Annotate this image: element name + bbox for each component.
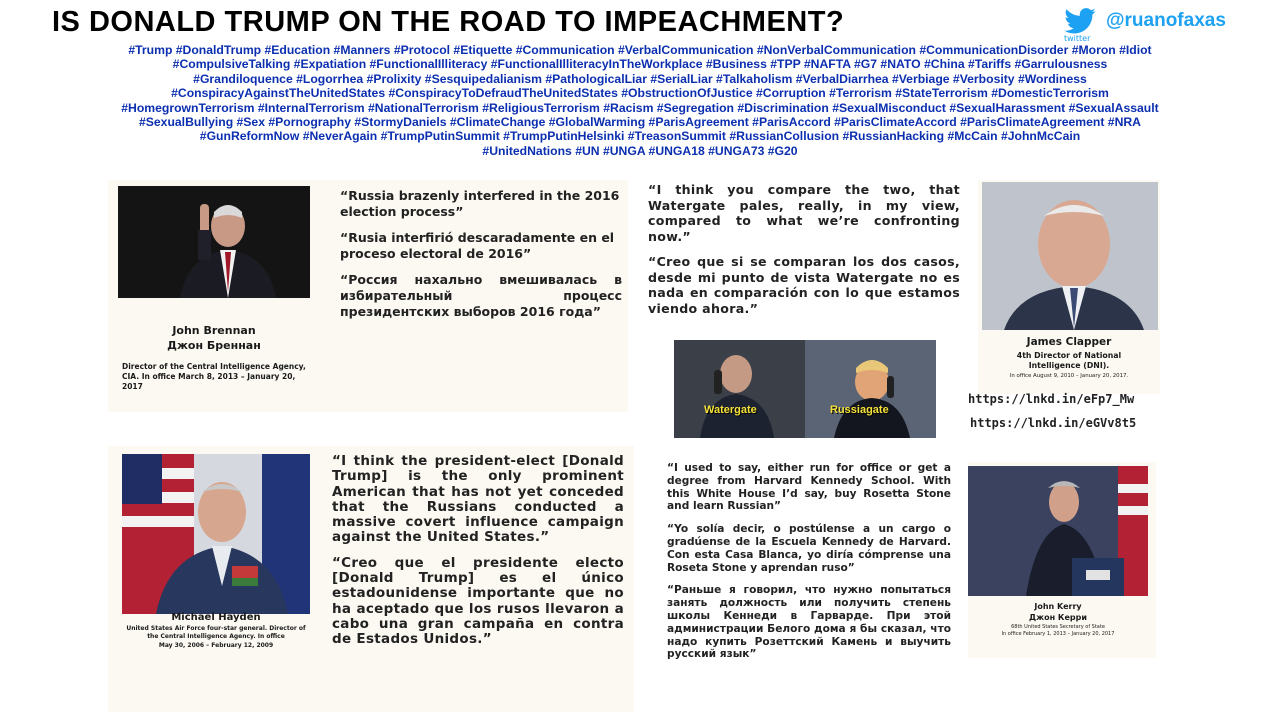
hayden-quote-es: “Creo que el presidente electo [Donald Trump] es el único estadounidense importante que no ha aceptado que los rusos llevaron a cabo una gran campaña en contra de Estados Unidos.” (332, 554, 624, 648)
hashtag-line: #HomegrownTerrorism #InternalTerrorism #NationalTerrorism #ReligiousTerrorism #Racism #Segregation #Discrimination #SexualMisconduct #SexualHarassment #SexualAssault (121, 100, 1159, 115)
clapper-photo (982, 182, 1158, 330)
clapper-panel (978, 180, 1160, 394)
link-lnkd-2[interactable]: https://lnkd.in/eGVv8t5 (970, 416, 1137, 430)
russiagate-label: Russiagate (830, 404, 889, 416)
hashtag-line: #Trump #DonaldTrump #Education #Manners #Protocol #Etiquette #Communication #VerbalCommunication #NonVerbalCommunication #CommunicationDisorder #Moron #Idiot (128, 43, 1152, 57)
link-lnkd-1[interactable]: https://lnkd.in/eFp7_Mw (968, 392, 1135, 406)
brennan-quote-ru: “Россия нахально вмешивалась в избирательный процесс президентских выборов 2016 года” (340, 272, 622, 319)
clapper-quote-es: “Creo que si se comparan los dos casos, desde mi punto de vista Watergate no es nada en comparación con lo que estamos viendo ahora.” (648, 254, 960, 316)
kerry-name-en: John Kerry (1034, 602, 1082, 611)
hashtag-line: #SexualBullying #Sex #Pornography #StormyDaniels #ClimateChange #GlobalWarming #ParisAgreement #ParisAccord #ParisClimateAccord #ParisClimateAgreement #NRA (139, 115, 1141, 130)
brennan-name-ru: Джон Бреннан (167, 339, 261, 352)
hashtag-line: #Grandiloquence #Logorrhea #Prolixity #Sesquipedalianism #PathologicalLiar #SerialLiar #Talkaholism #VerbalDiarrhea #Verbiage #Verbosity #Wordiness (193, 71, 1087, 86)
nixon-trump-phone-image (674, 340, 936, 438)
twitter-bird-icon (1064, 8, 1096, 34)
brennan-photo (118, 186, 310, 298)
hayden-quote-en: “I think the president-elect [Donald Trump] is the only prominent American that has not yet conceded that the Russians conducted a massive covert influence campaign against the United States.” (332, 453, 624, 546)
hashtag-line: #ConspiracyAgainstTheUnitedStates #ConspiracyToDefraudTheUnitedStates #ObstructionOfJustice #Corruption #Terrorism #StateTerrorism #DomesticTerrorism (171, 86, 1109, 101)
twitter-wordmark: twitter (1064, 34, 1091, 43)
hayden-dates: May 30, 2006 – February 12, 2009 (158, 642, 274, 649)
hayden-panel (108, 446, 634, 712)
clapper-dates: In office August 9, 2010 – January 20, 2017. (1009, 373, 1129, 379)
hayden-portrait-image (122, 454, 310, 614)
hashtag-line: #UnitedNations #UN #UNGA #UNGA18 #UNGA73 #G20 (482, 143, 798, 158)
hashtag-line: #CompulsiveTalking #Expatiation #FunctionalIlliteracy #FunctionalIlliteracyInTheWorkplace #Business #TPP #NAFTA #G7 #NATO #China #Tariffs #Garrulousness (172, 57, 1108, 72)
kerry-quote-es: “Yo solía decir, o postúlense a un cargo o gradúense de la Escuela Kennedy de Harvard. Con esta Casa Blanca, yo diría cómprense una Roseta Stone y aprendan ruso” (667, 523, 951, 574)
hashtag-line: #GunReformNow #NeverAgain #TrumpPutinSummit #TrumpPutinHelsinki #TreasonSummit #RussianCollusion #RussianHacking #McCain #JohnMcCain (199, 129, 1081, 144)
clapper-quote (648, 182, 960, 326)
clapper-title: 4th Director of National Intelligence (DNI). (1016, 351, 1122, 370)
brennan-quote (340, 188, 622, 330)
kerry-quote (667, 462, 951, 671)
hayden-quote (332, 454, 624, 658)
kerry-name-ru: Джон Керри (1029, 613, 1087, 622)
clapper-quote-en: “I think you compare the two, that Watergate pales, really, in my view, compared to what we’re confronting now.” (648, 182, 960, 244)
watergate-label: Watergate (704, 404, 757, 416)
clapper-portrait-image (982, 182, 1158, 330)
kerry-quote-ru: “Раньше я говорил, что нужно попытаться занять должность или получить степень школы Кеннеди в Гарварде. При этой администрации Белого дома я бы сказал, что надо купить Розеттский Камень и выучить русский язык” (667, 584, 951, 661)
kerry-title: 68th United States Secretary of State (1011, 624, 1105, 630)
brennan-portrait-image (118, 186, 310, 298)
brennan-quote-en: “Russia brazenly interfered in the 2016 election process” (340, 188, 620, 219)
brennan-name-en: John Brennan (172, 324, 256, 337)
hayden-title: United States Air Force four-star general. Director of the Central Intelligence Agency. In office (126, 625, 306, 640)
brennan-title: Director of the Central Intelligence Agency, CIA. In office March 8, 2013 – January 20, 2017 (122, 362, 306, 391)
kerry-portrait-image (968, 466, 1148, 596)
kerry-panel (968, 462, 1156, 658)
hayden-photo (122, 454, 310, 614)
kerry-quote-en: “I used to say, either run for office or get a degree from Harvard Kennedy School. With this White House I’d say, buy Rosetta Stone and learn Russian” (667, 462, 951, 513)
watergate-russiagate-photo (674, 340, 936, 438)
page-title: IS DONALD TRUMP ON THE ROAD TO IMPEACHMENT? (52, 6, 845, 38)
kerry-dates: In office February 1, 2013 – January 20, 2017 (1001, 631, 1115, 637)
hayden-name: Michael Hayden (171, 612, 261, 623)
hashtag-block (10, 43, 1270, 158)
clapper-name: James Clapper (1026, 336, 1112, 348)
brennan-panel (108, 180, 628, 412)
twitter-handle-text[interactable]: @ruanofaxas (1106, 10, 1226, 31)
twitter-handle-block[interactable] (1064, 6, 1264, 42)
brennan-quote-es: “Rusia interfirió descaradamente en el proceso electoral de 2016” (340, 230, 615, 261)
kerry-photo (968, 466, 1148, 596)
